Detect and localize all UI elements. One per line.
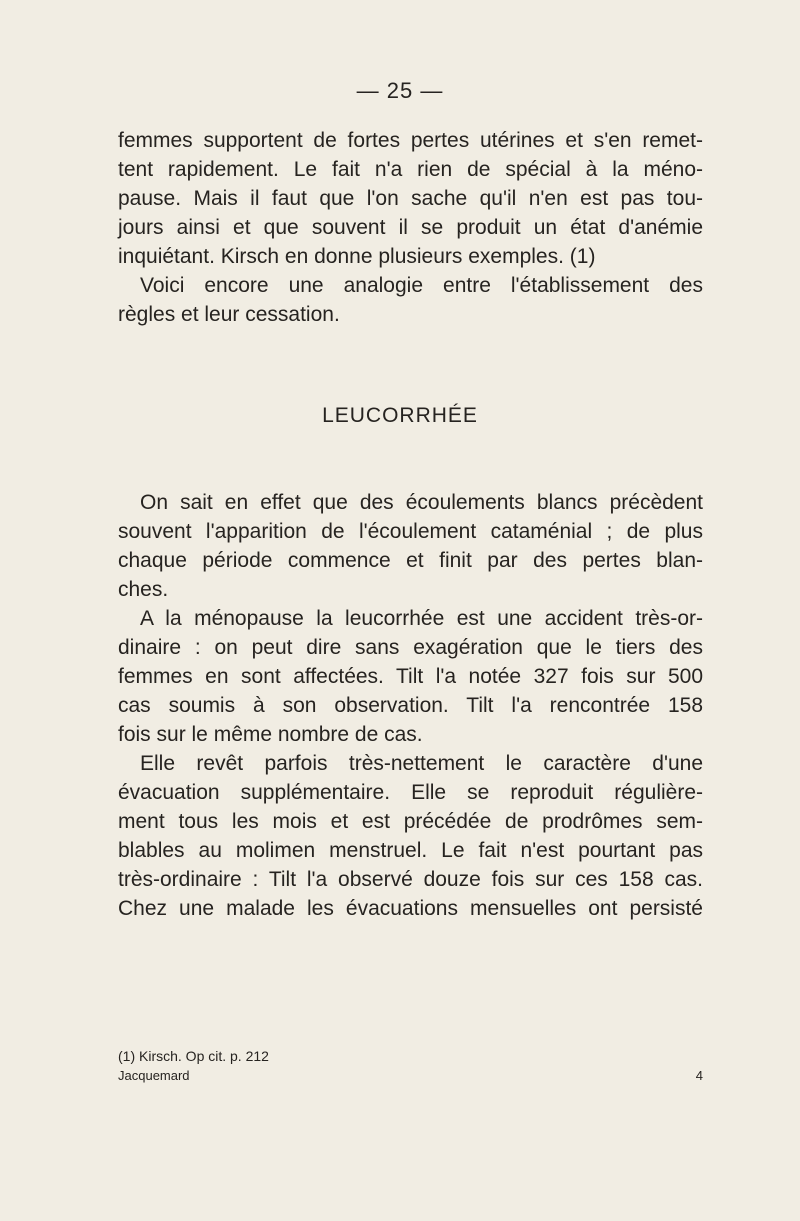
paragraph-line: Voici encore une analogie entre l'établissement des <box>140 274 703 297</box>
paragraph-line: On sait en effet que des écoulements blancs précèdent <box>140 491 703 514</box>
paragraph-line: Elle revêt parfois très-nettement le caractère d'une <box>140 752 703 775</box>
footnote: (1) Kirsch. Op cit. p. 212 <box>118 1048 269 1064</box>
text-block-top <box>118 126 703 329</box>
page-number: — 25 — <box>356 78 444 103</box>
paragraph-line: évacuation supplémentaire. Elle se reproduit régulière- <box>118 781 703 804</box>
paragraph-line: tent rapidement. Le fait n'a rien de spécial à la méno- <box>118 158 703 181</box>
paragraph-line: inquiétant. Kirsch en donne plusieurs exemples. (1) <box>118 245 596 268</box>
paragraph-line: femmes supportent de fortes pertes utérines et s'en remet- <box>118 129 703 152</box>
printer-signature: Jacquemard <box>118 1068 190 1083</box>
paragraph-line: pause. Mais il faut que l'on sache qu'il n'en est pas tou- <box>118 187 703 210</box>
paragraph-line: très-ordinaire : Tilt l'a observé douze fois sur ces 158 cas. <box>118 868 703 891</box>
page-footer <box>118 1068 703 1083</box>
paragraph-line: règles et leur cessation. <box>118 303 340 326</box>
paragraph-line: cas soumis à son observation. Tilt l'a rencontrée 158 <box>118 694 703 717</box>
paragraph-line: femmes en sont affectées. Tilt l'a notée 327 fois sur 500 <box>118 665 703 688</box>
paragraph-line: fois sur le même nombre de cas. <box>118 723 423 746</box>
paragraph-line: dinaire : on peut dire sans exagération que le tiers des <box>118 636 703 659</box>
paragraph-line: ment tous les mois et est précédée de prodrômes sem- <box>118 810 703 833</box>
paragraph-line: blables au molimen menstruel. Le fait n'est pourtant pas <box>118 839 703 862</box>
paragraph-line: A la ménopause la leucorrhée est une accident très-or- <box>140 607 703 630</box>
text-block-bottom <box>118 488 703 923</box>
paragraph-line: Chez une malade les évacuations mensuelles ont persisté <box>118 897 703 920</box>
signature-number: 4 <box>695 1068 703 1083</box>
paragraph-line: jours ainsi et que souvent il se produit un état d'anémie <box>118 216 703 239</box>
paragraph-line: ches. <box>118 578 169 601</box>
section-heading: LEUCORRHÉE <box>322 404 478 427</box>
paragraph-line: souvent l'apparition de l'écoulement cataménial ; de plus <box>118 520 703 543</box>
paragraph-line: chaque période commence et finit par des pertes blan- <box>118 549 703 572</box>
